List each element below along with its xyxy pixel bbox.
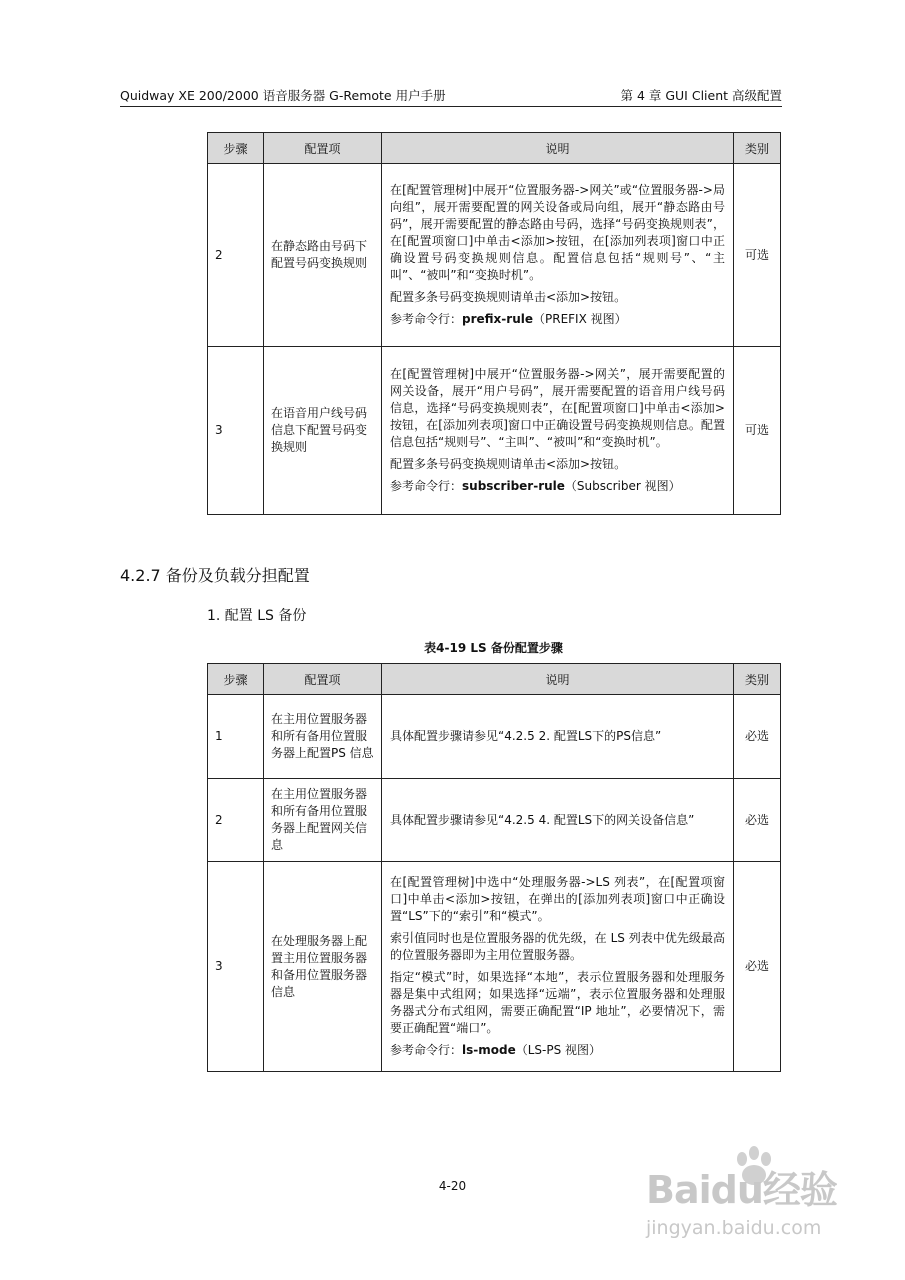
- description-paragraph: 指定“模式”时，如果选择“本地”，表示位置服务器和处理服务器是集中式组网；如果选择“远端”，表示位置服务器和处理服务器式分布式组网，需要正确配置“IP 地址”，必要情况下，需要正确配置“端口”。: [390, 970, 725, 1035]
- subsection-title: 1. 配置 LS 备份: [207, 608, 307, 624]
- description-paragraph: 配置多条号码变换规则请单击<添加>按钮。: [390, 457, 627, 471]
- header-step: 步骤: [208, 133, 264, 164]
- header-description: 说明: [382, 664, 734, 695]
- page-number: 4-20: [438, 1179, 467, 1193]
- baidu-jingyan-watermark: [640, 1145, 870, 1255]
- section-title: 4.2.7 备份及负载分担配置: [120, 566, 310, 585]
- reference-command: 参考命令行：ls-mode（LS-PS 视图）: [390, 1043, 602, 1057]
- step-number: 3: [208, 862, 264, 1072]
- table-header-row: [208, 133, 781, 164]
- table-row: [208, 347, 781, 515]
- command-name: prefix-rule: [462, 312, 533, 326]
- header-chapter-title: 第 4 章 GUI Client 高级配置: [620, 88, 782, 103]
- config-item: 在主用位置服务器和所有备用位置服务器上配置网关信息: [264, 779, 382, 862]
- header-step: 步骤: [208, 664, 264, 695]
- description-paragraph: 索引值同时也是位置服务器的优先级，在 LS 列表中优先级最高的位置服务器即为主用位置服务器。: [390, 931, 725, 962]
- step-number: 2: [208, 779, 264, 862]
- table-caption: 表4-19 LS 备份配置步骤: [424, 641, 563, 655]
- header-description: 说明: [382, 133, 734, 164]
- config-steps-table-continued: [207, 132, 781, 515]
- table-header-row: [208, 664, 781, 695]
- description-paragraph: 在[配置管理树]中展开“位置服务器->网关”，展开需要配置的网关设备，展开“用户号码”，展开需要配置的语音用户线号码信息，选择“号码变换规则表”，在[配置项窗口]中单击<添加>按钮，在[添加列表项]窗口中正确设置号码变换规则信息。配置信息包括“规则号”、“主叫”、“被叫”和“变换时机”。: [390, 367, 725, 449]
- header-category: 类别: [734, 664, 781, 695]
- table-row: [208, 695, 781, 779]
- header-category: 类别: [734, 133, 781, 164]
- header-config-item: 配置项: [264, 133, 382, 164]
- category: 必选: [734, 695, 781, 779]
- step-number: 2: [208, 164, 264, 347]
- reference-command: 参考命令行：prefix-rule（PREFIX 视图）: [390, 312, 627, 326]
- config-item: 在处理服务器上配置主用位置服务器和备用位置服务器信息: [264, 862, 382, 1072]
- category: 可选: [734, 347, 781, 515]
- table-row: [208, 862, 781, 1072]
- category: 可选: [734, 164, 781, 347]
- page-header: [120, 84, 782, 107]
- description-cell: [382, 164, 734, 347]
- header-manual-title: Quidway XE 200/2000 语音服务器 G-Remote 用户手册: [120, 88, 446, 103]
- config-item: 在静态路由号码下配置号码变换规则: [264, 164, 382, 347]
- config-item: 在语音用户线号码信息下配置号码变换规则: [264, 347, 382, 515]
- description-paragraph: 具体配置步骤请参见“4.2.5 4. 配置LS下的网关设备信息”: [390, 812, 695, 827]
- category: 必选: [734, 779, 781, 862]
- table-row: [208, 779, 781, 862]
- description-paragraph: 在[配置管理树]中选中“处理服务器->LS 列表”，在[配置项窗口]中单击<添加>按钮，在弹出的[添加列表项]窗口中正确设置“LS”下的“索引”和“模式”。: [390, 875, 725, 923]
- ls-backup-steps-table: [207, 663, 781, 1072]
- table-row: [208, 164, 781, 347]
- description-cell: [382, 695, 734, 779]
- step-number: 3: [208, 347, 264, 515]
- command-name: ls-mode: [462, 1043, 516, 1057]
- header-config-item: 配置项: [264, 664, 382, 695]
- command-name: subscriber-rule: [462, 479, 565, 493]
- step-number: 1: [208, 695, 264, 779]
- watermark-logo-text: Baidu经验: [646, 1168, 837, 1212]
- description-cell: [382, 779, 734, 862]
- watermark-url: jingyan.baidu.com: [646, 1217, 822, 1239]
- description-paragraph: 具体配置步骤请参见“4.2.5 2. 配置LS下的PS信息”: [390, 729, 662, 743]
- config-item: 在主用位置服务器和所有备用位置服务器上配置PS 信息: [264, 695, 382, 779]
- description-cell: [382, 862, 734, 1072]
- description-paragraph: 配置多条号码变换规则请单击<添加>按钮。: [390, 290, 627, 304]
- description-cell: [382, 347, 734, 515]
- description-paragraph: 在[配置管理树]中展开“位置服务器->网关”或“位置服务器->局向组”，展开需要配置的网关设备或局向组，展开“静态路由号码”，展开需要配置的静态路由号码，选择“号码变换规则表”，在[配置项窗口]中单击<添加>按钮，在[添加列表项]窗口中正确设置号码变换规则信息。配置信息包括“规则号”、“主叫”、“被叫”和“变换时机”。: [390, 183, 725, 282]
- reference-command: 参考命令行：subscriber-rule（Subscriber 视图）: [390, 479, 681, 493]
- category: 必选: [734, 862, 781, 1072]
